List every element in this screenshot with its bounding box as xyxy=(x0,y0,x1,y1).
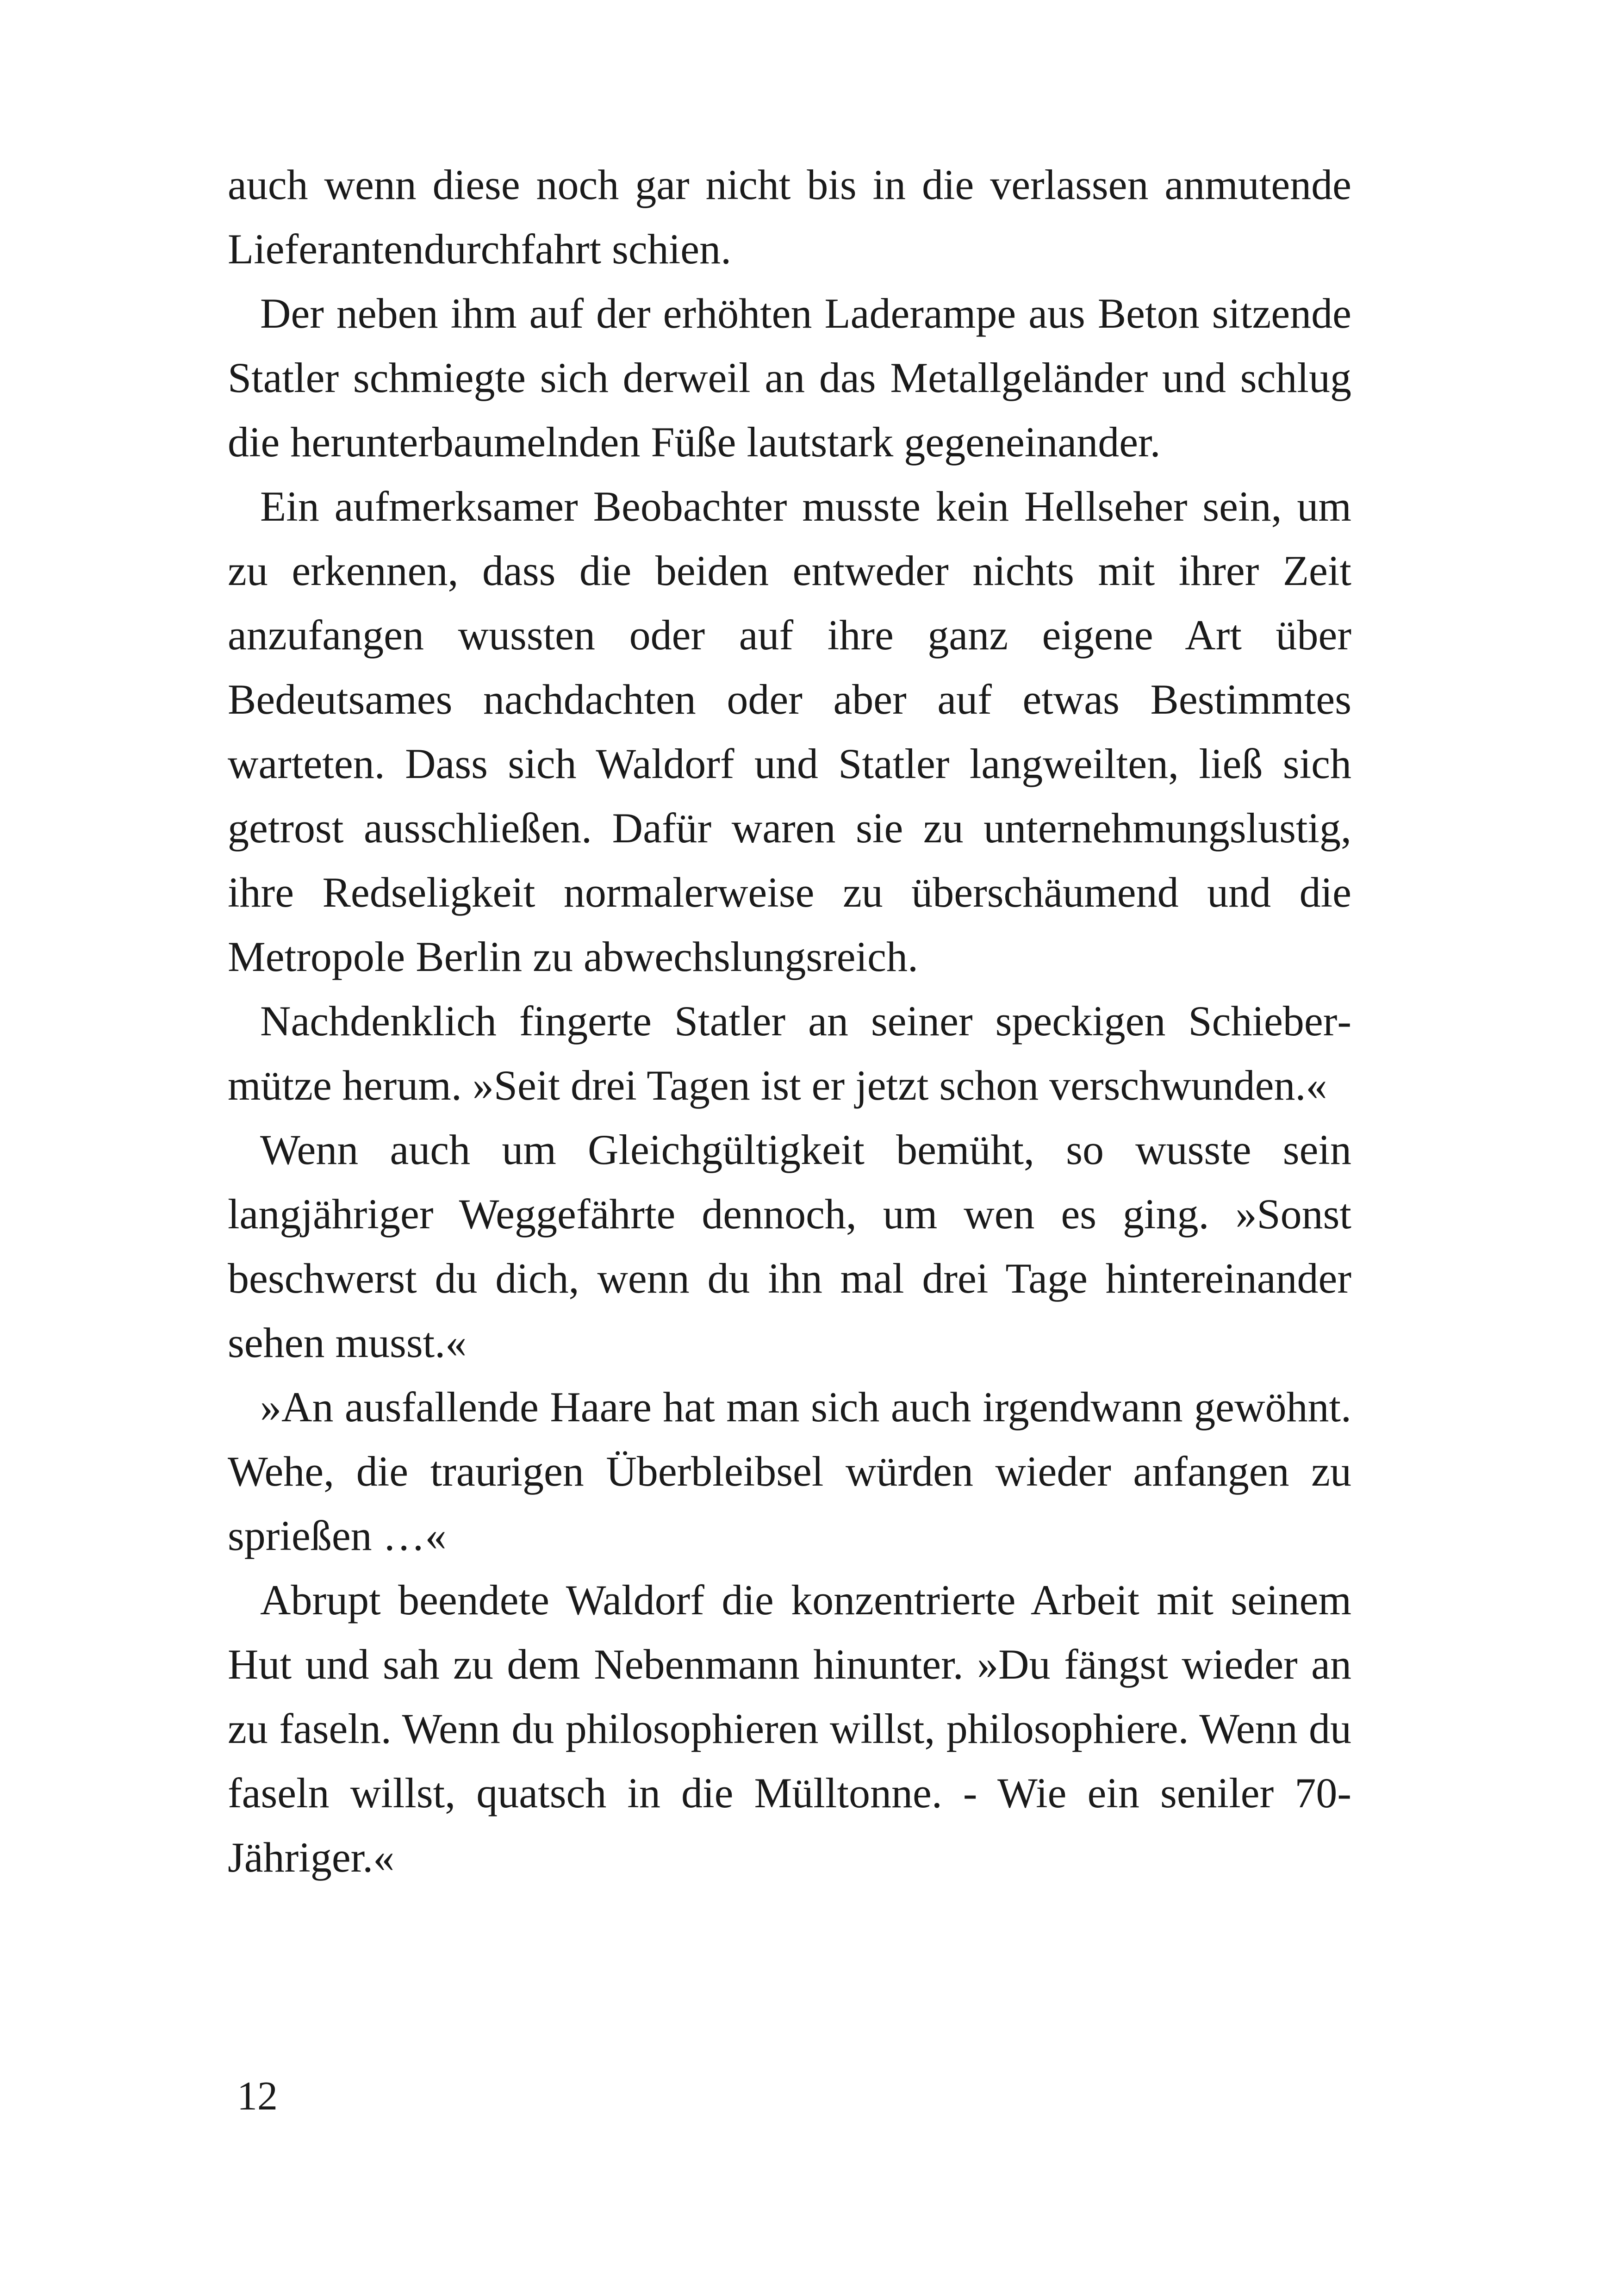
paragraph-6: »An ausfallende Haare hat man sich auch irgendwann gewöhnt. Wehe, die traurigen Überbleibsel würden wieder anfangen zu sprießen …« xyxy=(228,1383,1351,1559)
body-text xyxy=(228,153,1351,1890)
paragraph-1: auch wenn diese noch gar nicht bis in die verlassen anmutende Lieferantendurchfahrt schien. xyxy=(228,161,1351,273)
paragraph-4: Nachdenklich fingerte Statler an seiner speckigen Schiebermütze herum. »Seit drei Tagen ist er jetzt schon verschwunden.« xyxy=(228,997,1351,1109)
page-number: 12 xyxy=(237,2074,278,2119)
paragraph-7: Abrupt beendete Waldorf die konzentrierte Arbeit mit seinem Hut und sah zu dem Nebenmann hinunter. »Du fängst wieder an zu faseln. Wenn du philosophieren willst, philosophiere. Wenn du faseln willst, quatsch in die Mülltonne. - Wie ein seniler 70-Jähriger.« xyxy=(228,1576,1351,1881)
paragraph-3: Ein aufmerksamer Beobachter musste kein Hellseher sein, um zu erkennen, dass die beiden entweder nichts mit ihrer Zeit anzufangen wussten oder auf ihre ganz eigene Art über Bedeutsames nachdachten oder aber auf etwas Bestimmtes warteten. Dass sich Waldorf und Statler langweilten, ließ sich getrost ausschließen. Dafür waren sie zu unternehmungslustig, ihre Redseligkeit normalerweise zu überschäumend und die Metropole Berlin zu abwechslungsreich. xyxy=(228,483,1351,980)
paragraph-2: Der neben ihm auf der erhöhten Laderampe aus Beton sitzende Statler schmiegte sich derweil an das Metallgeländer und schlug die herunterbaumelnden Füße lautstark gegeneinander. xyxy=(228,290,1351,466)
paragraph-5: Wenn auch um Gleichgültigkeit bemüht, so wusste sein langjähriger Weggefährte dennoch, um wen es ging. »Sonst beschwerst du dich, wenn du ihn mal drei Tage hintereinander sehen musst.« xyxy=(228,1126,1351,1366)
